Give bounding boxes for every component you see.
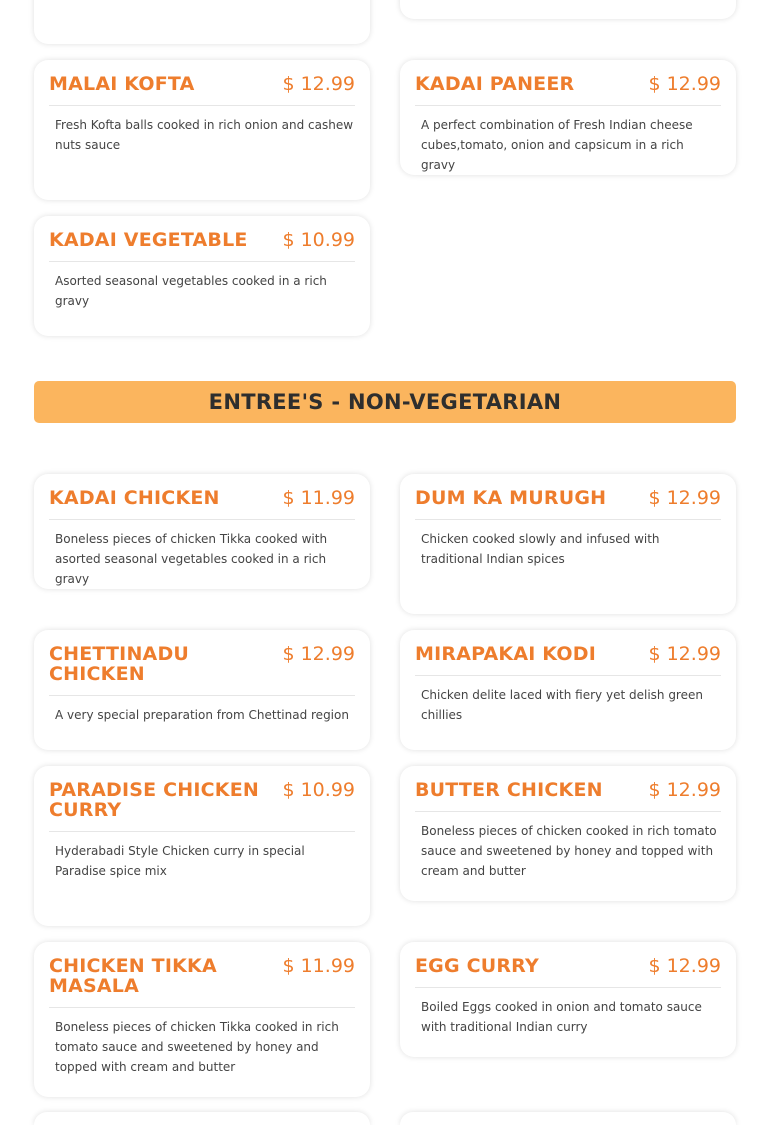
- item-name: MIRAPAKAI KODI: [415, 643, 596, 665]
- item-price: $ 12.99: [648, 487, 721, 509]
- item-description: Boneless pieces of chicken Tikka cooked in rich tomato sauce and sweetened by honey and topped with cream and butter: [55, 1020, 339, 1074]
- menu-card-partial-bottom-right: [400, 1112, 736, 1125]
- menu-card-chettinadu-chicken: [34, 630, 370, 750]
- item-price: $ 12.99: [648, 73, 721, 95]
- menu-card-kadai-vegetable: [34, 216, 370, 336]
- item-price: $ 12.99: [282, 73, 355, 95]
- item-price: $ 10.99: [282, 779, 355, 801]
- item-price: $ 11.99: [282, 955, 355, 977]
- menu-card-egg-curry: [400, 942, 736, 1057]
- item-description: Hyderabadi Style Chicken curry in special Paradise spice mix: [55, 844, 305, 878]
- menu-card-partial-bottom-left: [34, 1112, 370, 1125]
- section-header-non-vegetarian: [34, 381, 736, 423]
- menu-card-dum-ka-murugh: [400, 474, 736, 614]
- item-description: Boneless pieces of chicken Tikka cooked with asorted seasonal vegetables cooked in a rich gravy: [55, 532, 328, 586]
- item-description: A very special preparation from Chettinad region: [55, 708, 349, 722]
- item-description: A perfect combination of Fresh Indian cheese cubes,tomato, onion and capsicum in a rich gravy: [421, 118, 693, 172]
- menu-card-partial-left: [34, 0, 370, 44]
- item-description: Boiled Eggs cooked in onion and tomato sauce with traditional Indian curry: [421, 1000, 702, 1034]
- item-name: KADAI CHICKEN: [49, 487, 220, 509]
- section-title: ENTREE'S - NON-VEGETARIAN: [208, 390, 562, 414]
- item-name: EGG CURRY: [415, 955, 539, 977]
- item-description: Chicken delite laced with fiery yet delish green chillies: [421, 688, 703, 722]
- menu-card-mirapakai-kodi: [400, 630, 736, 750]
- item-price: $ 12.99: [282, 643, 355, 665]
- item-name: PARADISE CHICKEN CURRY: [49, 779, 260, 821]
- item-name: CHICKEN TIKKA MASALA: [49, 955, 217, 997]
- item-name: KADAI PANEER: [415, 73, 575, 95]
- item-price: $ 12.99: [648, 643, 721, 665]
- item-name: DUM KA MURUGH: [415, 487, 607, 509]
- menu-card-chicken-tikka-masala: [34, 942, 370, 1097]
- item-description: Fresh Kofta balls cooked in rich onion and cashew nuts sauce: [55, 118, 354, 152]
- item-price: $ 11.99: [282, 487, 355, 509]
- item-name: MALAI KOFTA: [49, 73, 195, 95]
- item-name: KADAI VEGETABLE: [49, 229, 248, 251]
- item-description: Asorted seasonal vegetables cooked in a rich gravy: [55, 274, 327, 308]
- menu-card-malai-kofta: [34, 60, 370, 200]
- menu-card-paradise-chicken-curry: [34, 766, 370, 926]
- item-name: BUTTER CHICKEN: [415, 779, 603, 801]
- menu-card-kadai-chicken: [34, 474, 370, 589]
- item-price: $ 12.99: [648, 955, 721, 977]
- menu-card-partial-right: [400, 0, 736, 19]
- item-description: Chicken cooked slowly and infused with traditional Indian spices: [421, 532, 660, 566]
- item-description: Boneless pieces of chicken cooked in rich tomato sauce and sweetened by honey and topped with cream and butter: [421, 824, 717, 878]
- item-price: $ 10.99: [282, 229, 355, 251]
- menu-card-kadai-paneer: [400, 60, 736, 175]
- item-price: $ 12.99: [648, 779, 721, 801]
- item-name: CHETTINADU CHICKEN: [49, 643, 190, 685]
- menu-card-butter-chicken: [400, 766, 736, 901]
